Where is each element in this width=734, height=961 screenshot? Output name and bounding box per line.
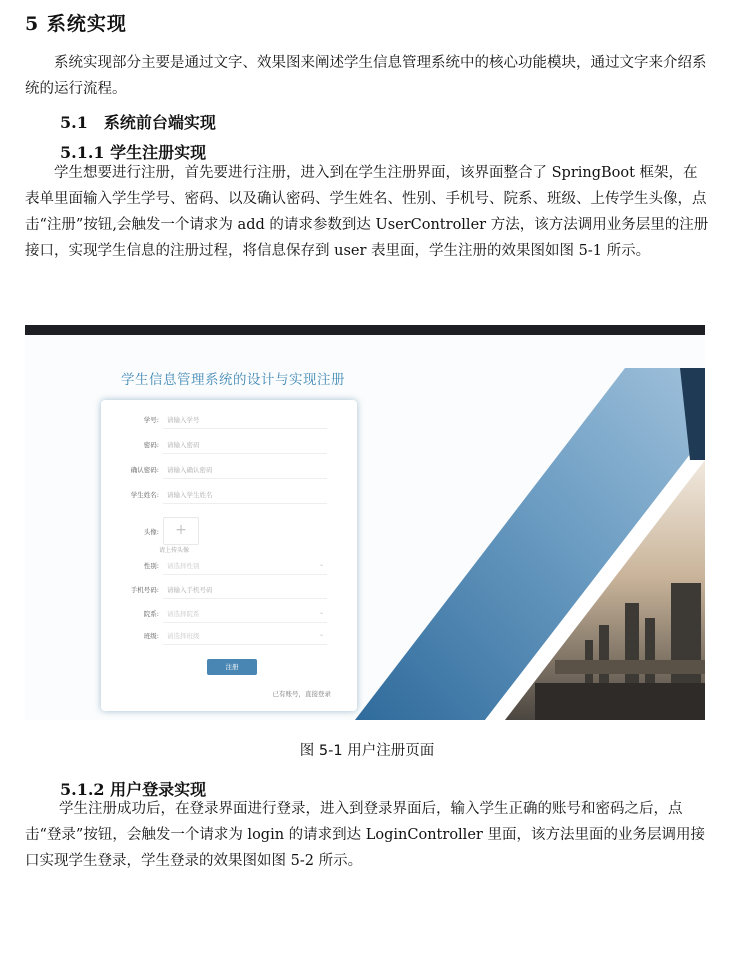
- confirm-password-label: 确认密码:: [130, 466, 159, 474]
- upload-hint: 请上传头像: [159, 547, 190, 554]
- student-id-row: [101, 413, 357, 429]
- department-label: 院系:: [143, 610, 159, 618]
- login-paragraph: 学生注册成功后，在登录界面进行登录，进入到登录界面后，输入学生正确的账号和密码之后，点击“登录”按钮，会触发一个请求为 login 的请求到达 LoginController 里面，该方法里面的业务层调用接口实现学生登录，学生登录的效果图如图 5-2 所示。: [25, 801, 705, 869]
- form-title: 学生信息管理系统的设计与实现注册: [121, 372, 345, 388]
- student-id-input[interactable]: 请输入学号: [167, 416, 200, 424]
- avatar-upload-button[interactable]: [163, 517, 199, 545]
- password-row: [101, 438, 357, 454]
- divider: [163, 574, 327, 575]
- confirm-password-row: [101, 463, 357, 479]
- register-form-card: [101, 400, 357, 711]
- gender-select[interactable]: 请选择性别: [167, 562, 200, 570]
- register-paragraph: 学生想要进行注册，首先要进行注册，进入到在学生注册界面，该界面整合了 SpringBoot 框架，在表单里面输入学生学号、密码、以及确认密码、学生姓名、性别、手机号、院系、班级、上传学生头像，点击“注册”按钮,会触发一个请求为 add 的请求参数到达 UserController 方法，该方法调用业务层里的注册接口，实现学生信息的注册过程，将信息保存到 user 表里面，学生注册的效果图如图 5-1 所示。: [25, 165, 709, 259]
- gender-row: [101, 559, 357, 575]
- class-row: [101, 629, 357, 645]
- divider: [163, 453, 327, 454]
- chevron-down-icon: ⌄: [318, 561, 324, 568]
- intro-paragraph: 系统实现部分主要是通过文字、效果图来阐述学生信息管理系统中的核心功能模块，通过文字来介绍系统的运行流程。: [25, 55, 707, 97]
- figure-caption: 图 5-1 用户注册页面: [299, 743, 435, 759]
- avatar-row: [101, 525, 357, 541]
- phone-row: [101, 583, 357, 599]
- register-screenshot: [25, 325, 705, 720]
- subsubsection-login-title: 5.1.2 用户登录实现: [60, 780, 207, 799]
- phone-input[interactable]: 请输入手机号码: [167, 586, 213, 594]
- subsection-title: 5.1 系统前台端实现: [60, 113, 216, 132]
- class-label: 班级:: [143, 632, 159, 640]
- divider: [163, 644, 327, 645]
- divider: [163, 503, 327, 504]
- register-button[interactable]: 注册: [207, 659, 257, 675]
- student-name-row: [101, 488, 357, 504]
- divider: [163, 478, 327, 479]
- chevron-down-icon: ⌄: [318, 609, 324, 616]
- phone-label: 手机号码:: [130, 586, 159, 594]
- password-input[interactable]: 请输入密码: [167, 441, 200, 449]
- department-row: [101, 607, 357, 623]
- student-name-input[interactable]: 请输入学生姓名: [167, 491, 213, 499]
- subsubsection-register-title: 5.1.1 学生注册实现: [60, 143, 207, 162]
- department-select[interactable]: 请选择院系: [167, 610, 200, 618]
- password-label: 密码:: [143, 441, 159, 449]
- gender-label: 性别:: [143, 562, 159, 570]
- student-id-label: 学号:: [143, 416, 159, 424]
- plus-icon: +: [175, 522, 187, 538]
- screenshot-top-bar: [25, 325, 705, 335]
- class-select[interactable]: 请选择班级: [167, 632, 200, 640]
- divider: [163, 428, 327, 429]
- student-name-label: 学生姓名:: [130, 491, 159, 499]
- confirm-password-input[interactable]: 请输入确认密码: [167, 466, 213, 474]
- avatar-label: 头像:: [143, 528, 159, 536]
- login-link[interactable]: 已有账号，直接登录: [272, 690, 331, 698]
- section-title: 5 系统实现: [25, 13, 127, 35]
- divider: [163, 598, 327, 599]
- divider: [163, 622, 327, 623]
- chevron-down-icon: ⌄: [318, 631, 324, 638]
